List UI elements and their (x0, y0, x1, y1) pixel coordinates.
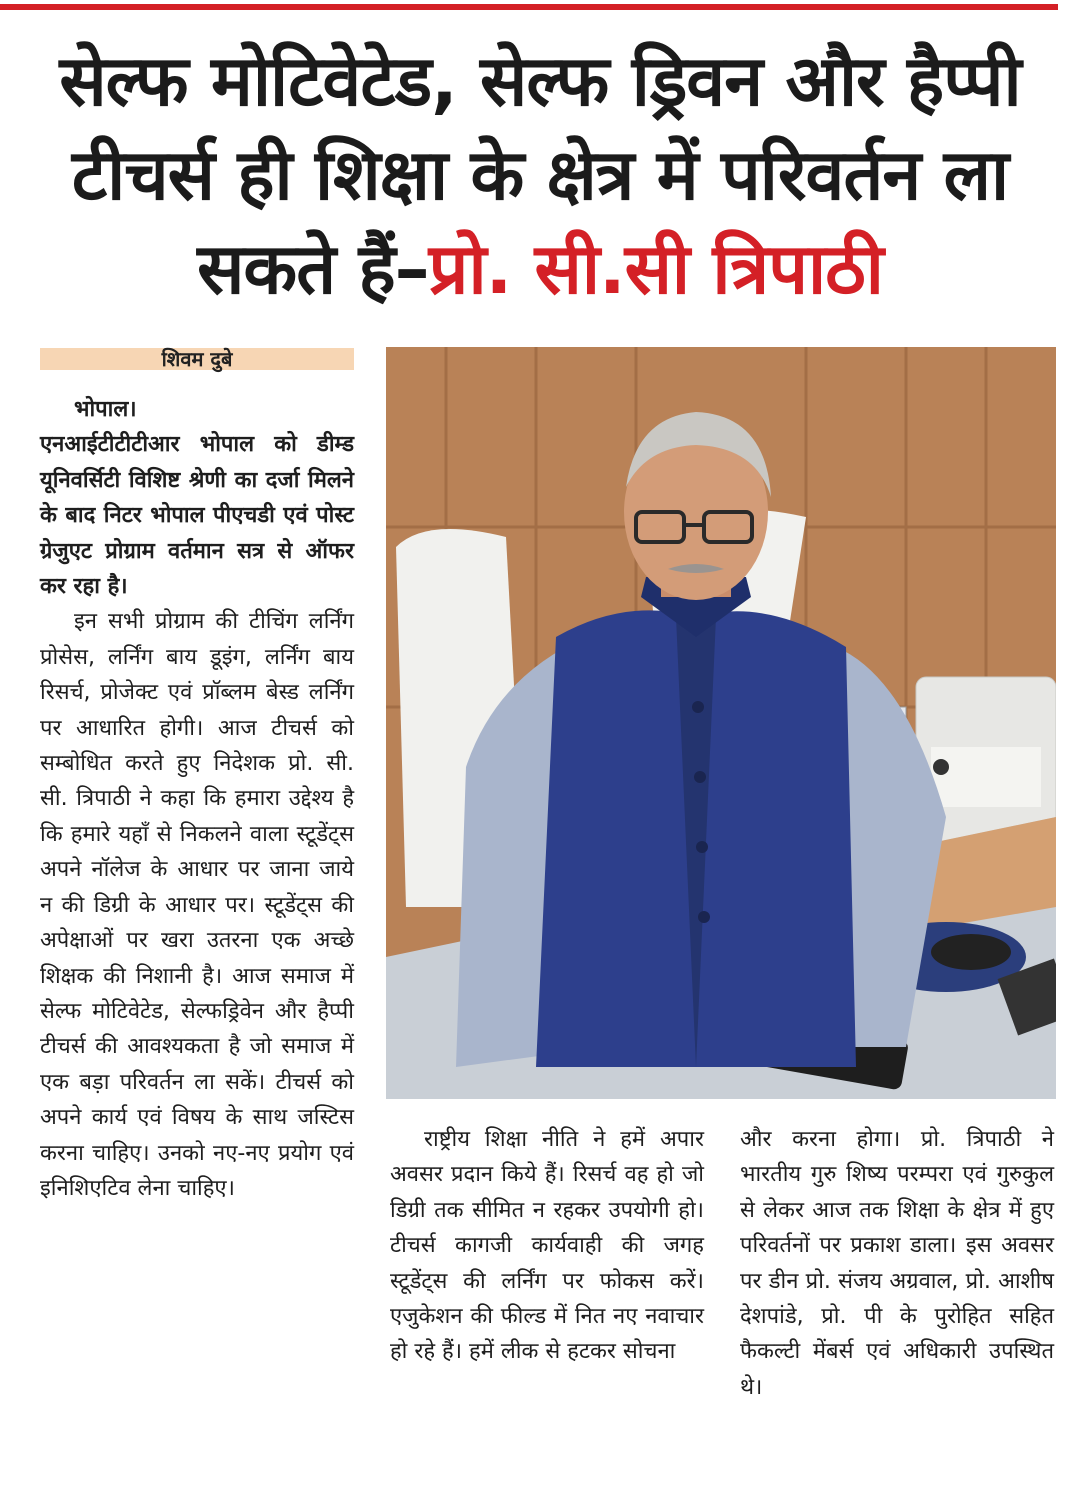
article-photo (386, 347, 1056, 1099)
headline-speaker-name: प्रो. सी.सी त्रिपाठी (428, 228, 883, 310)
article-column-1 (40, 392, 354, 1206)
headline-line-3-black: सकते हैं– (197, 228, 429, 310)
body-paragraph-2: राष्ट्रीय शिक्षा नीति ने हमें अपार अवसर प्रदान किये हैं। रिसर्च वह हो जो डिग्री तक सीमित न रहकर उपयोगी हो। टीचर्स कागजी कार्यवाही की जगह स्टूडेंट्स की लर्निंग पर फोकस करें। एजुकेशन की फील्ड में नित नए नवाचार हो रहे हैं। हमें लीक से हटकर सोचना (390, 1127, 704, 1365)
byline: शिवम दुबे (40, 348, 354, 370)
article-column-2 (390, 1122, 704, 1370)
headline-line-3 (20, 222, 1060, 316)
dateline: भोपाल। (74, 397, 137, 422)
top-red-rule (0, 4, 1058, 10)
body-paragraph-1: इन सभी प्रोग्राम की टीचिंग लर्निंग प्रोसेस, लर्निंग बाय डूइंग, लर्निंग बाय रिसर्च, प्रोजेक्ट एवं प्रॉब्लम बेस्ड लर्निंग पर आधारित होगी। आज टीचर्स को सम्बोधित करते हुए निदेशक प्रो. सी. सी. त्रिपाठी ने कहा कि हमारा उद्देश्य है कि हमारे यहाँ से निकलने वाला स्टूडेंट्स अपने नॉलेज के आधार पर जाना जाये न की डिग्री के आधार पर। स्टूडेंट्स की अपेक्षाओं पर खरा उतरना एक अच्छे शिक्षक की निशानी है। आज समाज में सेल्फ मोटिवेटेड, सेल्फड्रिवेन और हैप्पी टीचर्स की आवश्यकता है जो समाज में एक बड़ा परिवर्तन ला सकें। टीचर्स को अपने कार्य एवं विषय के साथ जस्टिस करना चाहिए। उनको नए-नए प्रयोग एवं इनिशिएटिव लेना चाहिए। (40, 609, 354, 1201)
headline-line-2: टीचर्स ही शिक्षा के क्षेत्र में परिवर्तन ला (71, 134, 1009, 216)
body-paragraph-3: और करना होगा। प्रो. त्रिपाठी ने भारतीय गुरु शिष्य परम्परा एवं गुरुकुल से लेकर आज तक शिक्षा के क्षेत्र में हुए परिवर्तनों पर प्रकाश डाला। इस अवसर पर डीन प्रो. संजय अग्रवाल, प्रो. आशीष देशपांडे, प्रो. पी के पुरोहित सहित फैकल्टी मेंबर्स एवं अधिकारी उपस्थित थे। (740, 1127, 1054, 1400)
lead-paragraph: एनआईटीटीटीआर भोपाल को डीम्ड यूनिवर्सिटी विशिष्ट श्रेणी का दर्जा मिलने के बाद निटर भोपाल पीएचडी एवं पोस्ट ग्रेजुएट प्रोग्राम वर्तमान सत्र से ऑफर कर रहा है। (40, 432, 354, 600)
portrait-illustration (386, 347, 1056, 1099)
headline-line-1: सेल्फ मोटिवेटेड, सेल्फ ड्रिवन और हैप्पी (59, 40, 1021, 122)
headline (20, 34, 1060, 316)
article-column-3 (740, 1122, 1054, 1405)
